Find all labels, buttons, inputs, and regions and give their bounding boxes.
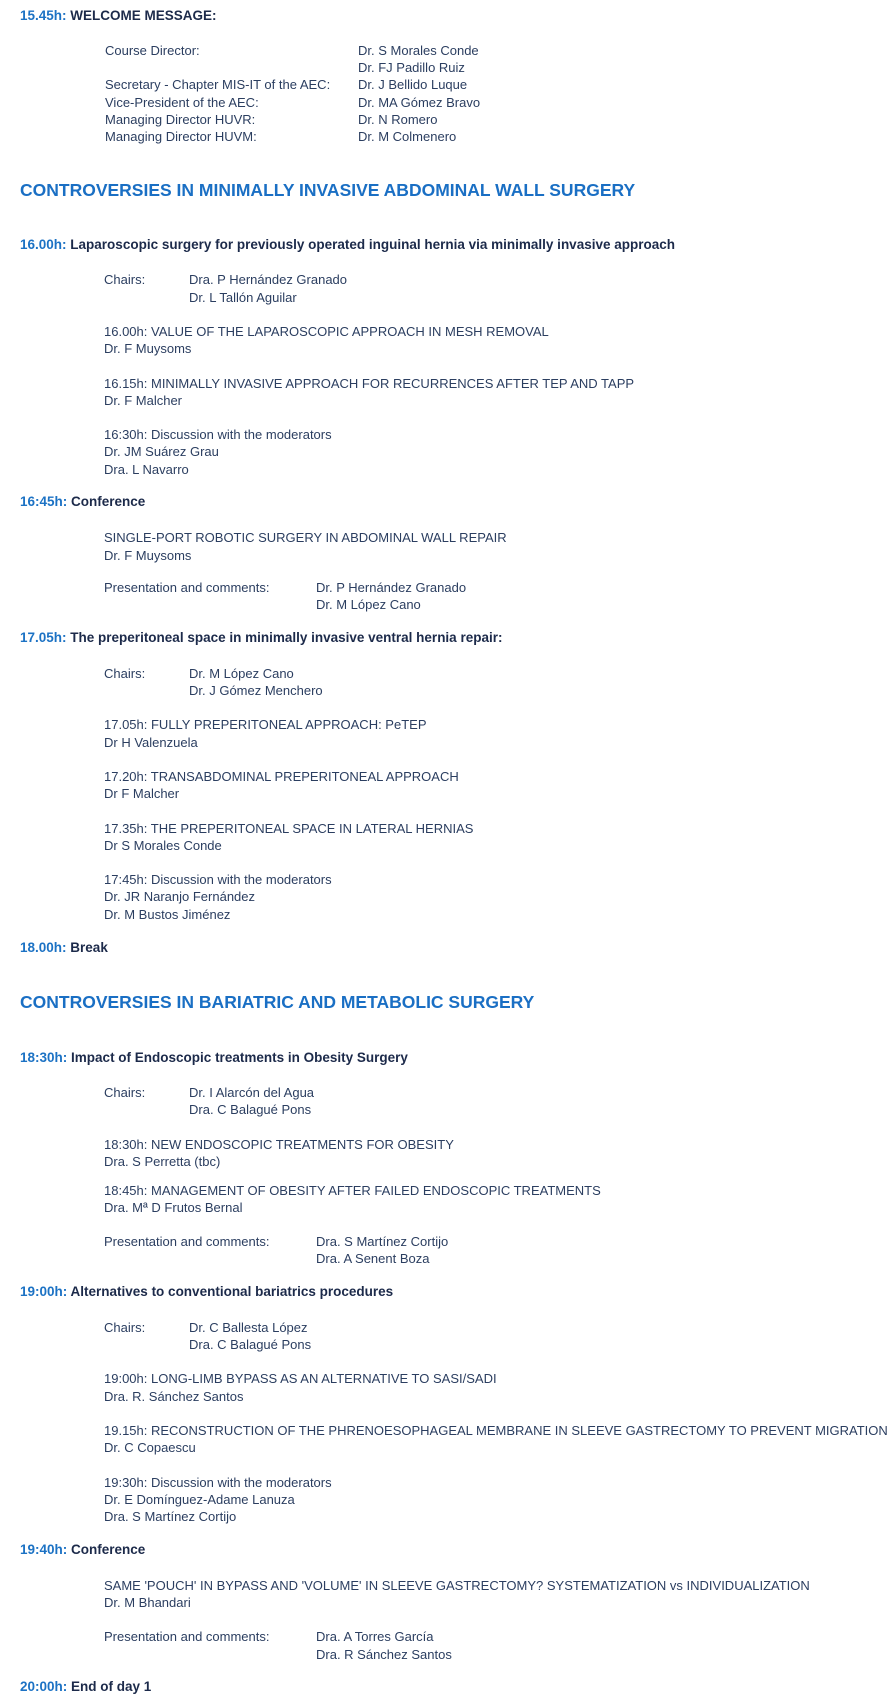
session-time: 16:45h: — [20, 494, 68, 509]
talk-title: SINGLE-PORT ROBOTIC SURGERY IN ABDOMINAL WALL REPAIR — [104, 530, 507, 545]
talk-title: SAME 'POUCH' IN BYPASS AND 'VOLUME' IN SLEEVE GASTRECTOMY? SYSTEMATIZATION vs INDIVIDUALIZATION — [104, 1578, 810, 1593]
talk-title: 19:00h: LONG-LIMB BYPASS AS AN ALTERNATIVE TO SASI/SADI — [104, 1371, 497, 1386]
speaker-name: Dr. F Malcher — [104, 393, 183, 408]
speaker-name: Dr H Valenzuela — [104, 735, 198, 750]
presentation-label: Presentation and comments: — [104, 1234, 270, 1249]
session-time: 18:30h: — [20, 1050, 68, 1065]
role-name: Dr. J Bellido Luque — [358, 77, 468, 92]
chair-name: Dr. C Ballesta López — [189, 1320, 308, 1335]
talk-title: 17.05h: FULLY PREPERITONEAL APPROACH: PeTEP — [104, 717, 427, 732]
chair-name: Dra. P Hernández Granado — [189, 272, 348, 287]
talk-title: 18:30h: NEW ENDOSCOPIC TREATMENTS FOR OBESITY — [104, 1137, 454, 1152]
section-heading: CONTROVERSIES IN MINIMALLY INVASIVE ABDOMINAL WALL SURGERY — [20, 180, 636, 200]
session-title: Alternatives to conventional bariatrics procedures — [70, 1284, 394, 1299]
session-header — [20, 630, 502, 645]
talk-title: 19.15h: RECONSTRUCTION OF THE PHRENOESOPHAGEAL MEMBRANE IN SLEEVE GASTRECTOMY TO PREVENT MIGRATION — [104, 1423, 888, 1438]
session-header — [20, 494, 145, 509]
chairs-label: Chairs: — [104, 1320, 146, 1335]
speaker-name: Dra. S Perretta (tbc) — [104, 1154, 221, 1169]
speaker-name: Dr F Malcher — [104, 786, 180, 801]
speaker-name: Dr S Morales Conde — [104, 838, 222, 853]
presenter-name: Dra. A Torres García — [316, 1629, 434, 1644]
chair-name: Dr. L Tallón Aguilar — [189, 290, 297, 305]
speaker-name: Dr. E Domínguez-Adame Lanuza — [104, 1492, 295, 1507]
role-name: Dr. FJ Padillo Ruiz — [358, 60, 465, 75]
session-header — [20, 1679, 151, 1694]
speaker-name: Dr. F Muysoms — [104, 341, 192, 356]
chair-name: Dra. C Balagué Pons — [189, 1337, 312, 1352]
speaker-name: Dr. JM Suárez Grau — [104, 444, 219, 459]
session-time: 17.05h: — [20, 630, 67, 645]
section-heading: CONTROVERSIES IN BARIATRIC AND METABOLIC SURGERY — [20, 992, 535, 1012]
role-name: Dr. N Romero — [358, 112, 438, 127]
speaker-name: Dra. S Martínez Cortijo — [104, 1509, 237, 1524]
speaker-name: Dr. M Bhandari — [104, 1595, 191, 1610]
chairs-label: Chairs: — [104, 666, 146, 681]
presenter-name: Dra. R Sánchez Santos — [316, 1647, 452, 1662]
session-time: 19:40h: — [20, 1542, 68, 1557]
presenter-name: Dr. M López Cano — [316, 597, 421, 612]
session-title: Impact of Endoscopic treatments in Obesity Surgery — [71, 1050, 408, 1065]
talk-title: 17.20h: TRANSABDOMINAL PREPERITONEAL APPROACH — [104, 769, 459, 784]
speaker-name: Dra. R. Sánchez Santos — [104, 1389, 244, 1404]
chair-name: Dr. M López Cano — [189, 666, 294, 681]
session-title: End of day 1 — [71, 1679, 152, 1694]
session-time: 20:00h: — [20, 1679, 68, 1694]
session-time: 16.00h: — [20, 237, 67, 252]
role-name: Dr. S Morales Conde — [358, 43, 479, 58]
speaker-name: Dr. F Muysoms — [104, 548, 192, 563]
session-title: Laparoscopic surgery for previously operated inguinal hernia via minimally invasive approach — [70, 237, 675, 252]
session-header — [20, 940, 108, 955]
chair-name: Dra. C Balagué Pons — [189, 1102, 312, 1117]
presentation-label: Presentation and comments: — [104, 580, 270, 595]
role-label: Vice-President of the AEC: — [105, 95, 259, 110]
session-time: 18.00h: — [20, 940, 67, 955]
session-header — [20, 1542, 145, 1557]
role-label: Managing Director HUVR: — [105, 112, 256, 127]
session-header — [20, 1284, 393, 1299]
role-label: Managing Director HUVM: — [105, 129, 257, 144]
session-header — [20, 1050, 408, 1065]
presentation-label: Presentation and comments: — [104, 1629, 270, 1644]
session-title: Conference — [71, 1542, 146, 1557]
talk-title: 19:30h: Discussion with the moderators — [104, 1475, 332, 1490]
presenter-name: Dra. S Martínez Cortijo — [316, 1234, 449, 1249]
session-title: Break — [70, 940, 108, 955]
talk-title: 16:30h: Discussion with the moderators — [104, 427, 332, 442]
speaker-name: Dra. L Navarro — [104, 462, 189, 477]
chairs-label: Chairs: — [104, 1085, 146, 1100]
speaker-name: Dra. Mª D Frutos Bernal — [104, 1200, 243, 1215]
role-label: Course Director: — [105, 43, 200, 58]
chair-name: Dr. I Alarcón del Agua — [189, 1085, 315, 1100]
session-title: WELCOME MESSAGE: — [70, 8, 217, 23]
role-name: Dr. M Colmenero — [358, 129, 457, 144]
talk-title: 16.15h: MINIMALLY INVASIVE APPROACH FOR RECURRENCES AFTER TEP AND TAPP — [104, 376, 635, 391]
talk-title: 18:45h: MANAGEMENT OF OBESITY AFTER FAILED ENDOSCOPIC TREATMENTS — [104, 1183, 601, 1198]
session-time: 19:00h: — [20, 1284, 68, 1299]
session-header — [20, 237, 675, 252]
session-time: 15.45h: — [20, 8, 67, 23]
chairs-label: Chairs: — [104, 272, 146, 287]
speaker-name: Dr. JR Naranjo Fernández — [104, 889, 256, 904]
role-label: Secretary - Chapter MIS-IT of the AEC: — [105, 77, 331, 92]
talk-title: 16.00h: VALUE OF THE LAPAROSCOPIC APPROACH IN MESH REMOVAL — [104, 324, 549, 339]
presenter-name: Dr. P Hernández Granado — [316, 580, 467, 595]
presenter-name: Dra. A Senent Boza — [316, 1251, 430, 1266]
session-title: Conference — [71, 494, 146, 509]
session-title: The preperitoneal space in minimally invasive ventral hernia repair: — [70, 630, 503, 645]
welcome-header — [20, 8, 217, 23]
talk-title: 17:45h: Discussion with the moderators — [104, 872, 332, 887]
speaker-name: Dr. C Copaescu — [104, 1440, 196, 1455]
speaker-name: Dr. M Bustos Jiménez — [104, 907, 231, 922]
talk-title: 17.35h: THE PREPERITONEAL SPACE IN LATERAL HERNIAS — [104, 821, 474, 836]
chair-name: Dr. J Gómez Menchero — [189, 683, 323, 698]
role-name: Dr. MA Gómez Bravo — [358, 95, 481, 110]
